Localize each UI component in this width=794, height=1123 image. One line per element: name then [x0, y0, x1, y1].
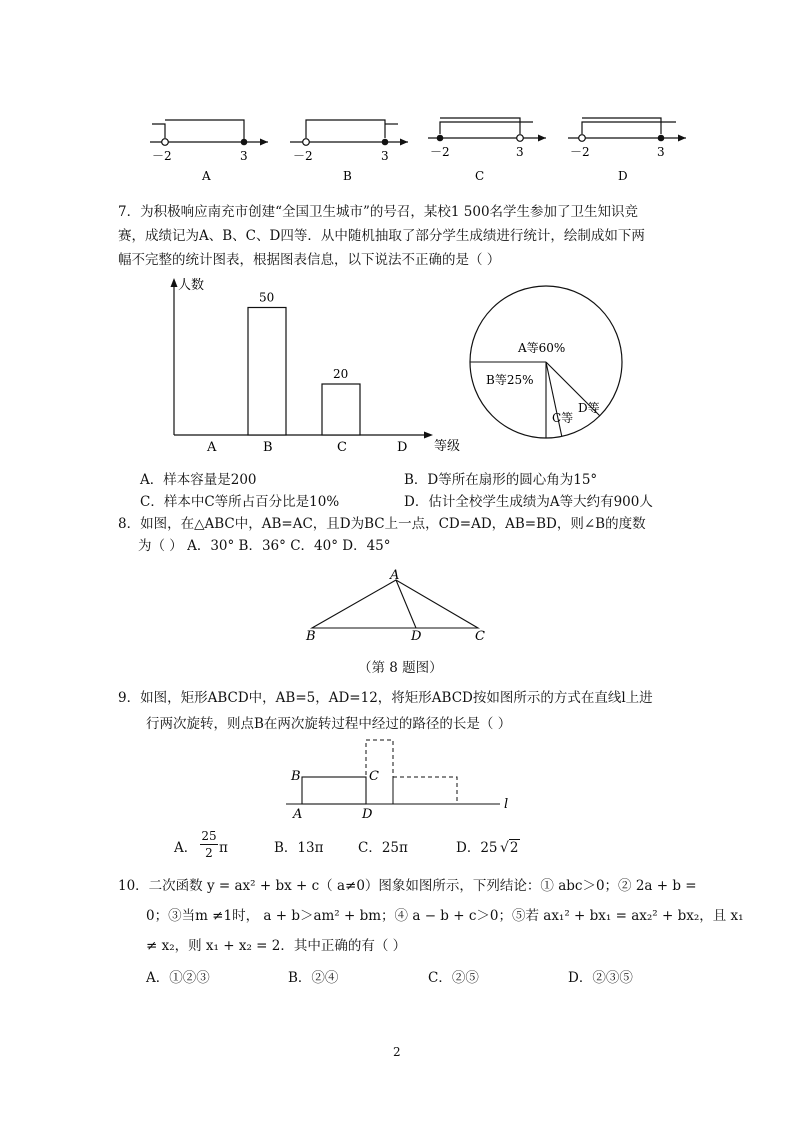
bar-category-a: A: [207, 440, 217, 455]
nl-d-left: －2: [570, 145, 590, 159]
number-line-c: [428, 118, 546, 183]
number-line-d: [568, 118, 686, 183]
q9-rectangle-figure: [280, 736, 520, 822]
pie-label-c: C等: [552, 411, 574, 425]
q10-option-b: B．②④: [288, 970, 339, 986]
number-line-a: [150, 120, 268, 183]
q9-option-c: C．25π: [358, 840, 408, 856]
pie-label-a: A等60%: [518, 341, 566, 355]
q7-line-2: 赛，成绩记为A、B、C、D四等．从中随机抽取了部分学生成绩进行统计，绘制成如下两: [118, 228, 645, 244]
bar-label-b: 50: [259, 290, 275, 305]
q7-option-b: B．D等所在扇形的圆心角为15°: [404, 472, 598, 488]
q10-line-1: 10．二次函数 y = ax² + bx + c（ a≠0）图象如图所示，下列结论：① abc＞0；② 2a + b =: [118, 878, 697, 894]
q8-label-a: A: [390, 568, 400, 583]
q7-option-d: D．估计全校学生成绩为A等大约有900人: [404, 494, 653, 510]
nl-a-letter: A: [202, 169, 211, 183]
bar-category-c: C: [337, 440, 347, 455]
nl-c-left: －2: [430, 145, 450, 159]
pie-label-b: B等25%: [486, 373, 534, 387]
q7-line-3: 幅不完整的统计图表，根据图表信息，以下说法不正确的是（ ）: [118, 252, 501, 268]
q9-option-d-radical: √2: [500, 840, 519, 856]
q8-line-2: 为（ ） A．30° B．36° C．40° D．45°: [138, 538, 391, 554]
q10-option-d: D．②③⑤: [568, 970, 633, 986]
bar-categories: [206, 440, 407, 455]
page-number: 2: [393, 1045, 401, 1059]
q10-option-c: C．②⑤: [428, 970, 479, 986]
q9-line-2: 行两次旋转，则点B在两次旋转过程中经过的路径的长是（ ）: [146, 716, 512, 732]
nl-a-right: 3: [240, 149, 248, 163]
nl-c-letter: C: [475, 169, 485, 183]
q9-label-c: C: [369, 769, 379, 784]
q7-option-c: C．样本中C等所占百分比是10%: [140, 494, 340, 510]
q9-option-a-suffix: π: [219, 840, 228, 856]
number-line-b: [290, 120, 408, 183]
q9-option-d-prefix: D．25: [456, 840, 498, 856]
q10-line-2: 0；③当m ≠1时， a + b＞am² + bm；④ a − b + c＞0；⑤若 ax₁² + bx₁ = ax₂² + bx₂，且 x₁: [146, 908, 744, 924]
q9-label-d: D: [362, 807, 373, 822]
q9-option-d-radicand: 2: [509, 840, 519, 856]
q9-option-b: B．13π: [274, 840, 324, 856]
bar-group: [248, 291, 360, 436]
nl-b-left: －2: [293, 149, 313, 163]
number-line-figures: [0, 100, 794, 192]
q9-option-a-numerator: 25: [201, 829, 217, 843]
bar-category-b: B: [263, 440, 273, 455]
bar-ylabel: 人数: [178, 278, 205, 293]
nl-a-left: －2: [152, 149, 172, 163]
bar-chart: [150, 272, 480, 462]
q9-option-a-denominator: 2: [200, 844, 218, 861]
q9-option-a-prefix: A．: [174, 840, 198, 856]
bar-xlabel: 等级: [434, 439, 461, 454]
pie-chart: [468, 282, 628, 447]
q9-line-1: 9．如图，矩形ABCD中，AB=5，AD=12，将矩形ABCD按如图所示的方式在直线l上进: [118, 690, 653, 706]
q10-line-3: ≠ x₂，则 x₁ + x₂ = 2．其中正确的有（ ）: [146, 938, 407, 954]
q8-caption: （第 8 题图）: [358, 660, 443, 676]
q8-label-d: D: [411, 629, 422, 644]
bar-label-c: 20: [333, 367, 349, 381]
bar-category-d: D: [397, 440, 408, 455]
q10-option-a: A．①②③: [146, 970, 210, 986]
q8-label-b: B: [306, 629, 316, 644]
q8-line-1: 8．如图，在△ABC中，AB=AC，且D为BC上一点，CD=AD，AB=BD，则∠B的度数: [118, 516, 646, 532]
q8-label-c: C: [475, 629, 485, 644]
q9-label-a: A: [293, 807, 303, 822]
q9-label-b: B: [291, 769, 301, 784]
bar-c: [322, 384, 360, 435]
q8-triangle-figure: [300, 566, 500, 646]
nl-c-right: 3: [516, 145, 524, 159]
nl-d-right: 3: [657, 145, 665, 159]
bar-b: [248, 308, 286, 436]
q9-label-l: l: [504, 797, 509, 812]
nl-b-right: 3: [381, 149, 389, 163]
q9-option-a-fraction: [200, 828, 218, 861]
q7-line-1: 7．为积极响应南充市创建“全国卫生城市”的号召，某校1 500名学生参加了卫生知识竞: [118, 204, 639, 220]
pie-label-d: D等: [578, 401, 600, 415]
nl-b-letter: B: [343, 169, 352, 183]
nl-d-letter: D: [618, 169, 628, 183]
q7-option-a: A．样本容量是200: [140, 472, 257, 488]
